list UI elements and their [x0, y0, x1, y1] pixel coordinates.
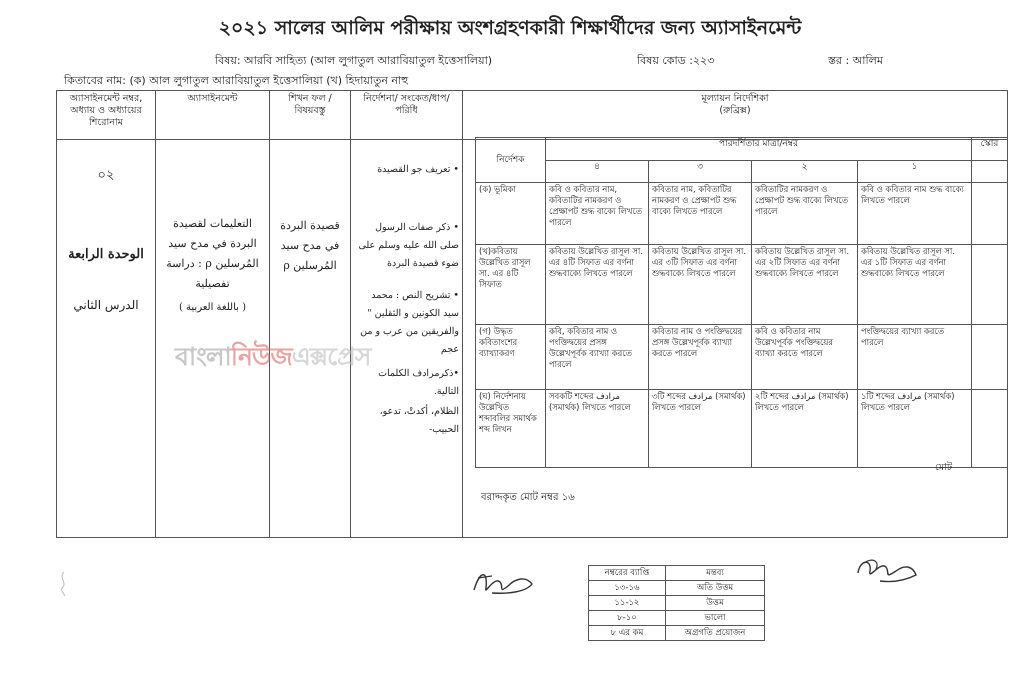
criterion-d: (ঘ) নির্দেশনায় উল্লেখিত শব্দাবলির সমার্থক শব্দ লিখন [476, 390, 546, 468]
criterion-b: (খ)কবিতায় উল্লেখিত রাসূল সা. এর ৪টি সিফাত [476, 245, 546, 325]
grading-table [588, 565, 765, 641]
level-label: স্তর : আলিম [828, 54, 883, 67]
criterion-a: (ক) ভূমিকা [476, 183, 546, 245]
score-cell [972, 245, 1008, 325]
page-title: ২০২১ সালের আলিম পরীক্ষায় অংশগ্রহণকারী শিক্ষার্থীদের জন্য অ্যাসাইনমেন্ট [218, 17, 802, 39]
table-row [589, 611, 765, 626]
grading-remark: অতি উত্তম [666, 581, 765, 596]
rubric-subheading: (রুব্রিক্স) [719, 105, 751, 116]
rubric-cell-a1: কবি ও কবিতার নাম শুদ্ধ বাক্যে লিখতে পারলে [858, 183, 972, 245]
instruction-item: • ذكر صفات الرسول صلى الله عليه وسلم على ضوء قصيدة البردة [358, 222, 459, 269]
header-rubric [463, 91, 1008, 140]
grading-range: ১৩-১৬ [589, 581, 666, 596]
instruction-item: الظلام، أكدتْ، تدعو، الحبيب- [379, 406, 459, 435]
grading-range: ৮ এর কম [589, 626, 666, 641]
rubric-cell-a3: কবিতার নাম, কবিতাটির নামকরণ ও প্রেক্ষাপট শুদ্ধ বাক্যে লিখতে পারলে [649, 183, 752, 245]
stain-mark [50, 568, 80, 598]
watermark-logo [175, 337, 370, 380]
table-row [476, 245, 1008, 325]
chapter-title: الوحدة الرابعة [68, 247, 144, 262]
rubric-cell-a2: কবিতাটির নামকরণ ও প্রেক্ষাপট শুদ্ধ বাক্যে লিখতে পারলে [752, 183, 858, 245]
instruction-item: • تعريف جو القصيدة [377, 164, 459, 175]
rubric-cell-b1: কবিতায় উল্লেখিত রাসূল সা. এর ১টি সিফাত এর বর্ণনা শুদ্ধবাক্যে লিখতে পারলে [858, 245, 972, 325]
rubric-cell-d2: ২টি শব্দের مرادف (সমার্থক) লিখতে পারলে [752, 390, 858, 468]
watermark-part: নিউজ [230, 342, 292, 371]
header-learning-outcome: শিখন ফল /বিষয়বস্তু [270, 91, 351, 140]
assignment-number: ০২ [97, 168, 115, 183]
grading-remark: উত্তম [666, 596, 765, 611]
score-cell [972, 160, 1008, 183]
subject-line: বিষয়: আরবি সাহিত্য (আল লুগাতুল আরাবিয়াতুল ইত্তেসালিয়া) [215, 54, 493, 67]
rubric-level-row [476, 160, 1008, 183]
level-4: ৪ [546, 160, 649, 183]
rubric-heading: মূল্যায়ন নির্দেশিকা [701, 93, 769, 104]
rubric-cell-c2: কবি ও কবিতার নাম উল্লেখপূর্বক পংক্তিদ্বয়ের ব্যাখ্যা করতে পারলে [752, 325, 858, 390]
table-row [476, 325, 1008, 390]
rubric-cell-b3: কবিতায় উল্লেখিত রাসূল সা. এর ৩টি সিফাত এর বর্ণনা শুদ্ধবাক্যে লিখতে পারলে [649, 245, 752, 325]
rubric-cell-d3: ৩টি শব্দের مرادف (সমার্থক) লিখতে পারলে [649, 390, 752, 468]
rubric-cell-c4: কবি, কবিতার নাম ও পংক্তিদ্বয়ের প্রসঙ্গ উল্লেখপূর্বক ব্যাখ্যা করতে পারলে [546, 325, 649, 390]
header-assignment-number: অ্যাসাইনমেন্ট নম্বর, অধ্যায় ও অধ্যায়ের শিরোনাম [57, 91, 156, 140]
table-row [476, 183, 1008, 245]
grading-header-row [589, 566, 765, 581]
score-cell [972, 325, 1008, 390]
assignment-task-note: ( باللغة العربية ) [178, 302, 247, 313]
header-instructions: নির্দেশনা/ সংকেত/ধাপ/পরিধি [351, 91, 463, 140]
score-header: স্কোর [972, 138, 1008, 161]
table-row [589, 581, 765, 596]
grading-range: ৮-১০ [589, 611, 666, 626]
header-assignment: অ্যাসাইনমেন্ট [156, 91, 270, 140]
levels-header: পারদর্শিতার মাত্রা/নম্বর [546, 138, 972, 161]
lesson-title: الدرس الثاني [73, 298, 139, 312]
signature-left [468, 566, 538, 600]
score-cell [972, 183, 1008, 245]
instruction-item: • تشريح النص : محمد سيد الكونين و الثقلين " والفريقين من عرب و من عجم [360, 290, 459, 355]
grading-remark: অগ্রগতি প্রয়োজন [666, 626, 765, 641]
book-name: কিতাবের নাম: (ক) আল লুগাতুল আরাবিয়াতুল ইত্তেসালিয়া (খ) হিদায়াতুন নাহু [64, 74, 409, 87]
criteria-header: নির্দেশক [476, 138, 546, 183]
allocated-total: বরাদ্দকৃত মোট নম্বর ১৬ [481, 492, 575, 503]
grading-header-remark: মন্তব্য [666, 566, 765, 581]
watermark-part: বাংলা [175, 342, 231, 371]
level-1: ১ [858, 160, 972, 183]
rubric-cell-c3: কবিতার নাম ও পংক্তিদ্বয়ের প্রসঙ্গ উল্লেখপূর্বক ব্যাখ্যা করতে পারলে [649, 325, 752, 390]
grading-range: ১১-১২ [589, 596, 666, 611]
assignment-number-cell [57, 140, 156, 538]
rubric-cell-c1: পংক্তিদ্বয়ের ব্যাখ্যা করতে পারলে [858, 325, 972, 390]
grading-header-range: নম্বরের ব্যাপ্তি [589, 566, 666, 581]
table-row [589, 626, 765, 641]
table-header-row [57, 91, 1008, 140]
table-row [589, 596, 765, 611]
instruction-item: •ذكرمرادف الكلمات التالية. [378, 368, 459, 397]
rubric-cell-a4: কবি ও কবিতার নাম, কবিতাটির নামকরণ ও প্রেক্ষাপট শুদ্ধ বাক্যে লিখতে পারলে [546, 183, 649, 245]
grading-remark: ভালো [666, 611, 765, 626]
rubric-header-row [476, 138, 1008, 161]
level-2: ২ [752, 160, 858, 183]
learning-outcome: قصيدة البردة في مدح سيد المُرسلين ρ [280, 219, 340, 272]
level-3: ৩ [649, 160, 752, 183]
criterion-c: (গ) উদ্ধৃত কবিতাংশের ব্যাখ্যাকরণ [476, 325, 546, 390]
score-cell [972, 390, 1008, 468]
total-label: মোট [935, 462, 953, 473]
rubric-cell-b4: কবিতায় উল্লেখিত রাসূল সা. এর ৪টি সিফাত এর বর্ণনা শুদ্ধবাক্যে লিখতে পারলে [546, 245, 649, 325]
signature-right [850, 553, 922, 587]
table-row [476, 390, 1008, 468]
rubric-cell-b2: কবিতায় উল্লেখিত রাসূল সা. এর ২টি সিফাত এর বর্ণনা শুদ্ধবাক্যে লিখতে পারলে [752, 245, 858, 325]
assignment-task: التعليمات لقصيدة البردة في مدح سيد المُرسلين ρ : دراسة تفصيلية [166, 217, 259, 290]
rubric-table [475, 137, 1008, 468]
watermark-part: এক্সপ্রেস [291, 342, 371, 371]
rubric-cell-d1: ১টি শব্দের مرادف (সমার্থক) লিখতে পারলে [858, 390, 972, 468]
rubric-cell-d4: সবকটি শব্দের مرادف (সমার্থক) লিখতে পারলে [546, 390, 649, 468]
subject-code: বিষয় কোড :২২৩ [637, 54, 715, 67]
